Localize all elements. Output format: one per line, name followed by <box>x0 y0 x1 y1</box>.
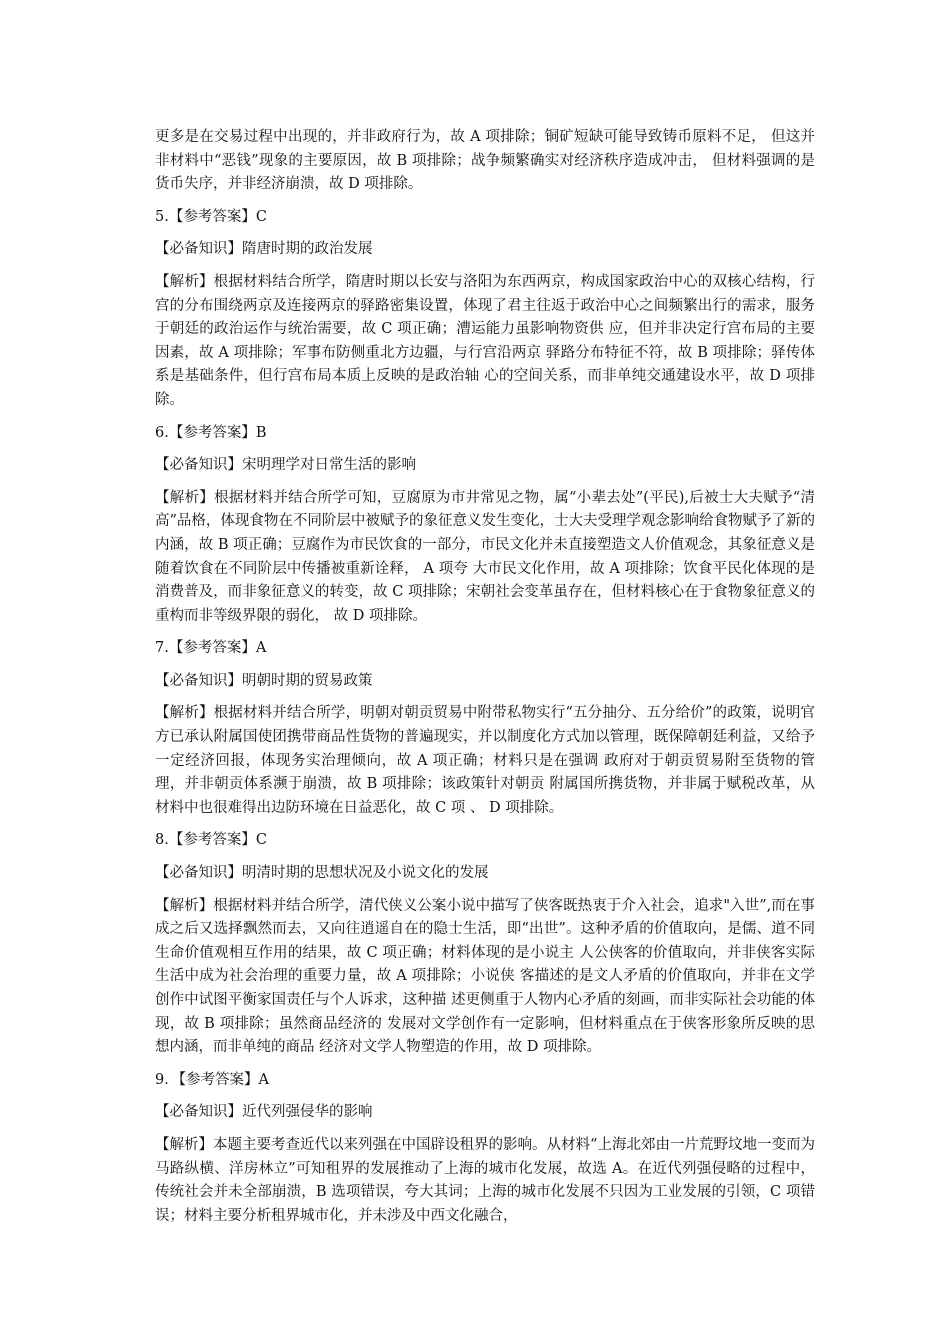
document-page <box>155 126 815 1228</box>
intro-paragraph: 更多是在交易过程中出现的，并非政府行为，故 A 项排除；铜矿短缺可能导致铸币原料不足， 但这并非材料中“恶钱”现象的主要原因，故 B 项排除；战争频繁确实对经济秩序造成冲击， 但材料强调的是货币失序，并非经济崩溃，故 D 项排除。 <box>155 129 815 193</box>
analysis-paragraph: 【解析】根据材料并结合所学，清代侠义公案小说中描写了侠客既热衷于介入社会，追求"入世”,而在事成之后又选择飘然而去，又向往逍遥自在的隐士生活，即“出世”。这种矛盾的价值取向，是儒、道不同生命价值观相互作用的结果，故 C 项正确；材料体现的是小说主 人公侠客的价值取向，并非侠客实际生活中成为社会治理的重要力量，故 A 项排除；小说侠 客描述的是文人矛盾的价值取向，并非在文学创作中试图平衡家国责任与个人诉求，这种描 述更侧重于人物内心矛盾的刻画，而非实际社会功能的体现，故 B 项排除；虽然商品经济的 发展对文学创作有一定影响，但材料重点在于侠客形象所反映的思想内涵，而非单纯的商品 经济对文学人物塑造的作用，故 D 项排除。 <box>155 897 815 1056</box>
answer-item-6 <box>155 422 815 629</box>
answer-line: 6.【参考答案】B <box>155 424 267 441</box>
answer-item-8 <box>155 829 815 1059</box>
knowledge-line: 【必备知识】明清时期的思想状况及小说文化的发展 <box>155 865 489 882</box>
answer-line: 7.【参考答案】A <box>155 640 267 657</box>
answer-item-5 <box>155 206 815 413</box>
answer-line: 5.【参考答案】C <box>155 208 267 225</box>
knowledge-line: 【必备知识】明朝时期的贸易政策 <box>155 672 373 689</box>
answer-line: 9．【参考答案】A <box>155 1071 269 1088</box>
analysis-paragraph: 【解析】根据材料结合所学，隋唐时期以长安与洛阳为东西两京，构成国家政治中心的双核心结构，行宫的分布围绕两京及连接两京的驿路密集设置，体现了君主往返于政治中心之间频繁出行的需求，服务于朝廷的政治运作与统治需要，故 C 项正确；漕运能力虽影响物资供 应，但并非决定行宫布局的主要因素，故 A 项排除；军事布防侧重北方边疆，与行宫沿两京 驿路分布特征不符，故 B 项排除；驿传体系是基础条件，但行宫布局本质上反映的是政治轴 心的空间关系，而非单纯交通建设水平，故 D 项排除。 <box>155 273 815 408</box>
analysis-paragraph: 【解析】本题主要考查近代以来列强在中国辟设租界的影响。从材料“上海北郊由一片荒野坟地一变而为马路纵横、洋房林立”可知租界的发展推动了上海的城市化发展，故选 A。在近代列强侵略的过程中，传统社会并未全部崩溃，B 选项错误，夸大其词；上海的城市化发展不只因为工业发展的引领，C 项错误；材料主要分析租界城市化，并未涉及中西文化融合， <box>155 1136 815 1224</box>
knowledge-line: 【必备知识】近代列强侵华的影响 <box>155 1104 373 1121</box>
analysis-paragraph: 【解析】根据材料并结合所学，明朝对朝贡贸易中附带私物实行“五分抽分、五分给价”的政策，说明官方已承认附属国使团携带商品性货物的普遍现实，并以制度化方式加以管理，既保障朝廷利益，又给予一定经济回报，体现务实治理倾向，故 A 项正确；材料只是在强调 政府对于朝贡贸易附至货物的管理，并非朝贡体系濒于崩溃，故 B 项排除；该政策针对朝贡 附属国所携货物，并非属于赋税改革，从材料中也很难得出边防环境在日益恶化，故 C 项 、 D 项排除。 <box>155 705 815 816</box>
answer-line: 8.【参考答案】C <box>155 832 267 849</box>
knowledge-line: 【必备知识】隋唐时期的政治发展 <box>155 241 373 258</box>
answer-item-9 <box>155 1069 815 1229</box>
analysis-paragraph: 【解析】根据材料并结合所学可知，豆腐原为市井常见之物，属“小辈去处”(平民),后被士大夫赋予“清高”品格，体现食物在不同阶层中被赋予的象征意义发生变化，士大夫受理学观念影响给食物赋予了新的内涵，故 B 项正确；豆腐作为市民饮食的一部分，市民文化并未直接塑造文人价值观念，其象征意义是随着饮食在不同阶层中传播被重新诠释， A 项夸 大市民文化作用，故 A 项排除；饮食平民化体现的是消费普及，而非象征意义的转变，故 C 项排除；宋朝社会变革虽存在，但材料核心在于食物象征意义的重构而非等级界限的弱化， 故 D 项排除。 <box>155 489 815 624</box>
knowledge-line: 【必备知识】宋明理学对日常生活的影响 <box>155 457 416 474</box>
answer-item-7 <box>155 637 815 820</box>
